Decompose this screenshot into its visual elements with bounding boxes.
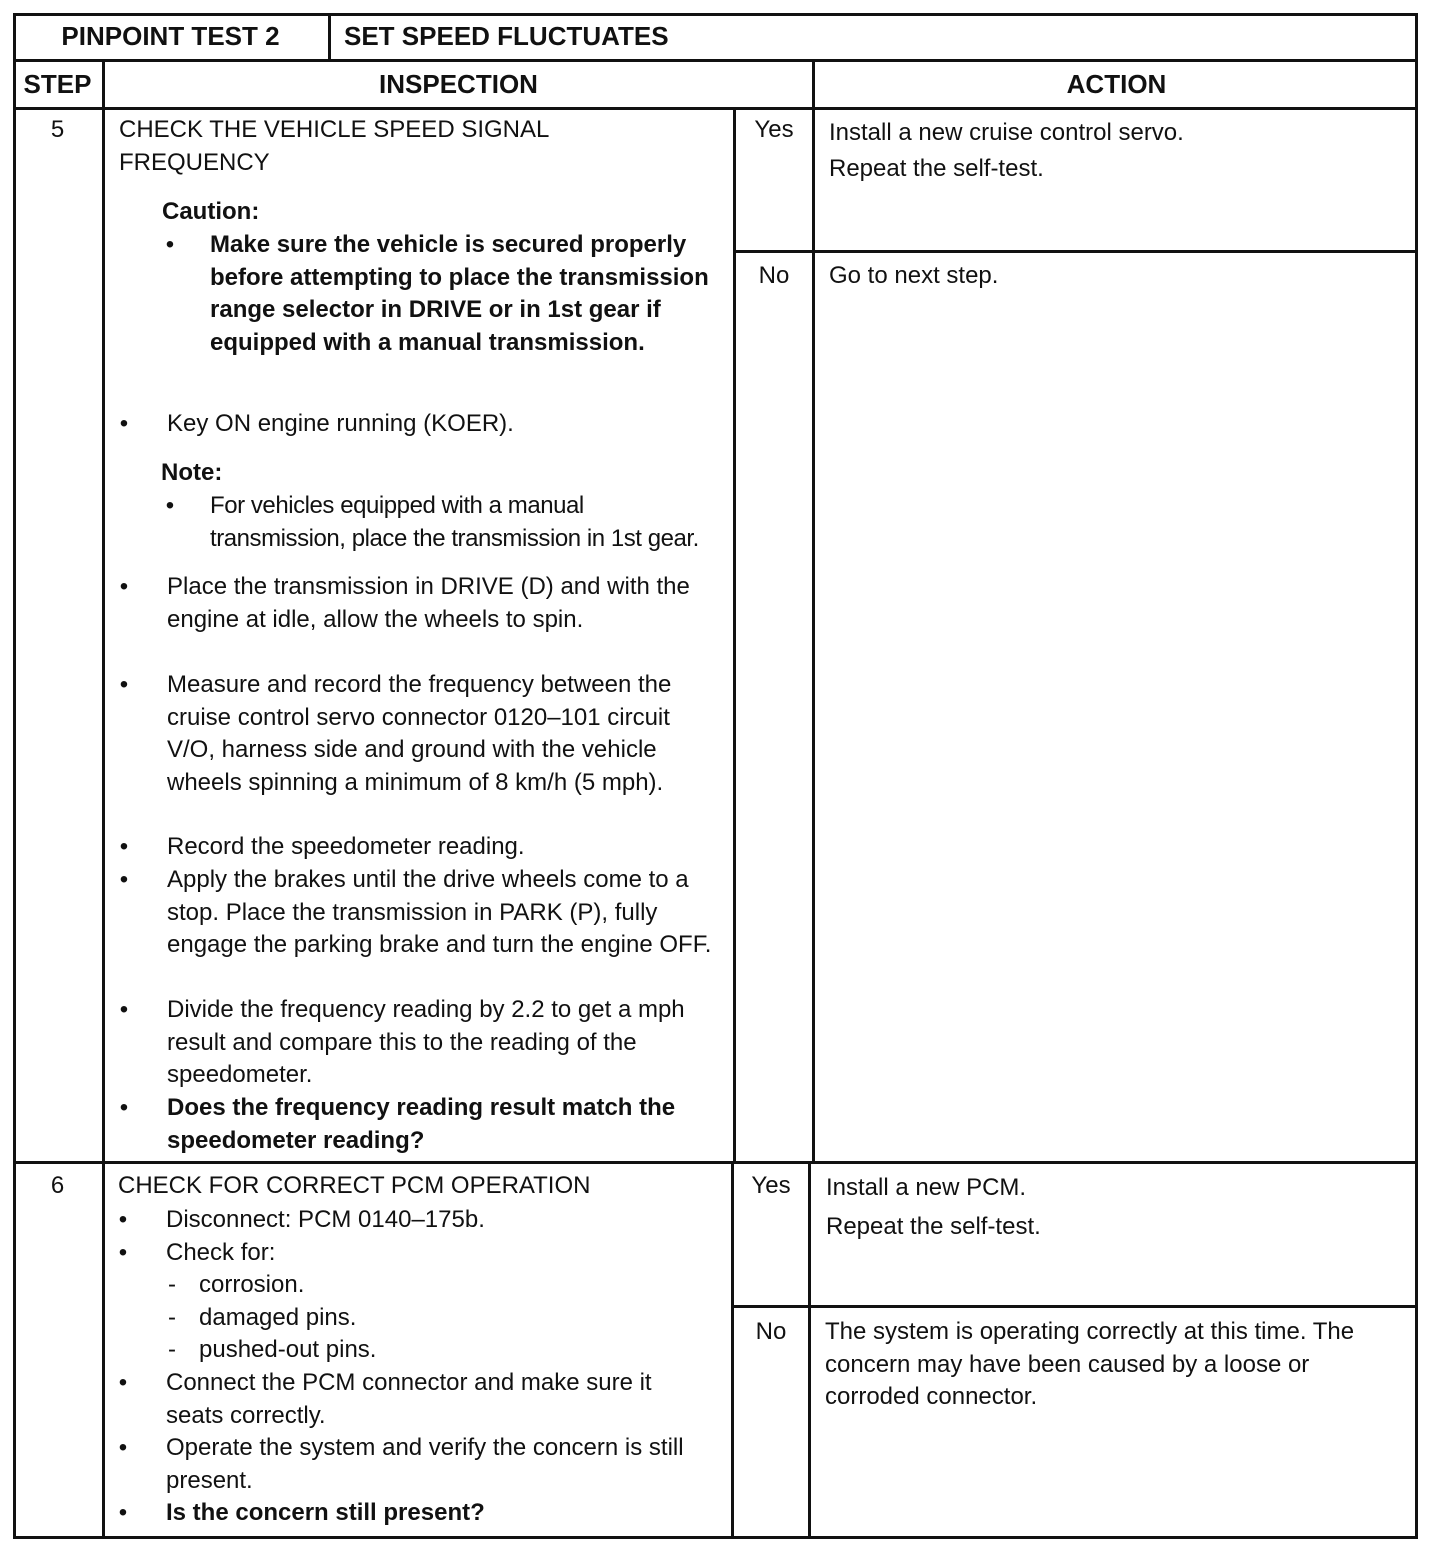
step-divider-rule bbox=[13, 1161, 1418, 1164]
step6-connect: Connect the PCM connector and make sure it seats correctly. bbox=[166, 1369, 652, 1429]
step5-number: 5 bbox=[50, 116, 65, 143]
step5-caution-label: Caution: bbox=[162, 198, 260, 225]
bullet-icon bbox=[114, 669, 134, 702]
column-header-rule bbox=[13, 107, 1418, 110]
step6-operate: Operate the system and verify the concern is still present. bbox=[166, 1434, 684, 1494]
step5-no-action: Go to next step. bbox=[829, 262, 999, 289]
bullet-icon bbox=[114, 994, 134, 1027]
step6-check-2: damaged pins. bbox=[199, 1304, 357, 1331]
step5-key-on: Key ON engine running (KOER). bbox=[167, 410, 514, 437]
step6-number: 6 bbox=[50, 1172, 65, 1199]
bullet-icon bbox=[113, 1497, 133, 1530]
step5-caution-text: Make sure the vehicle is secured properly before attempting to place the transmission range selector in DRIVE or in 1st gear if equipped with a manual transmission. bbox=[210, 231, 709, 356]
step6-check-for: Check for: bbox=[166, 1239, 276, 1266]
step5-yes-label: Yes bbox=[754, 116, 794, 143]
step5-yes-action-2: Repeat the self-test. bbox=[829, 155, 1044, 182]
action-column-divider-2 bbox=[808, 1161, 811, 1537]
dash-icon bbox=[168, 1269, 176, 1302]
bullet-icon bbox=[113, 1367, 133, 1400]
step5-bullet-1: Place the transmission in DRIVE (D) and with the engine at idle, allow the wheels to spin. bbox=[167, 573, 690, 633]
column-header-inspection: INSPECTION bbox=[379, 69, 538, 99]
step6-check-1: corrosion. bbox=[199, 1271, 305, 1298]
title-divider bbox=[328, 13, 331, 61]
test-id: PINPOINT TEST 2 bbox=[61, 21, 280, 51]
bullet-icon bbox=[114, 831, 134, 864]
step6-yes-action-2: Repeat the self-test. bbox=[826, 1213, 1041, 1240]
bullet-icon bbox=[114, 571, 134, 604]
header-rule bbox=[13, 59, 1418, 62]
step6-question: Is the concern still present? bbox=[166, 1499, 485, 1526]
column-header-action: ACTION bbox=[1066, 69, 1167, 99]
step6-disconnect: Disconnect: PCM 0140–175b. bbox=[166, 1206, 485, 1233]
step6-no-action: The system is operating correctly at this time. The concern may have been caused by a loose or corroded connector. bbox=[825, 1318, 1355, 1410]
bullet-icon bbox=[114, 1092, 134, 1125]
step6-no-label: No bbox=[755, 1318, 787, 1345]
bullet-icon bbox=[113, 1237, 133, 1270]
step5-note-text: For vehicles equipped with a manual transmission, place the transmission in 1st gear. bbox=[210, 492, 699, 552]
test-name: SET SPEED FLUCTUATES bbox=[344, 21, 669, 51]
dash-icon bbox=[168, 1334, 176, 1367]
step5-bullet-4: Apply the brakes until the drive wheels come to a stop. Place the transmission in PARK (P), fully engage the parking brake and turn the engine OFF. bbox=[167, 866, 712, 958]
dash-icon bbox=[168, 1302, 176, 1335]
step5-yes-action-1: Install a new cruise control servo. bbox=[829, 119, 1184, 146]
step6-title: CHECK FOR CORRECT PCM OPERATION bbox=[118, 1172, 591, 1199]
step5-title: CHECK THE VEHICLE SPEED SIGNAL FREQUENCY bbox=[119, 116, 549, 176]
step5-no-label: No bbox=[758, 262, 790, 289]
bullet-icon bbox=[114, 864, 134, 897]
step6-check-3: pushed-out pins. bbox=[199, 1336, 377, 1363]
step5-question: Does the frequency reading result match the speedometer reading? bbox=[167, 1094, 676, 1154]
bullet-icon bbox=[160, 490, 180, 523]
step6-yes-action-1: Install a new PCM. bbox=[826, 1174, 1027, 1201]
column-header-step: STEP bbox=[23, 69, 92, 99]
step6-yes-label: Yes bbox=[751, 1172, 791, 1199]
step6-yes-no-rule bbox=[731, 1305, 1418, 1308]
action-column-divider bbox=[812, 59, 815, 1161]
bullet-icon bbox=[113, 1432, 133, 1465]
bullet-icon bbox=[114, 408, 134, 441]
step5-bullet-3: Record the speedometer reading. bbox=[167, 833, 525, 860]
step5-bullet-5: Divide the frequency reading by 2.2 to get a mph result and compare this to the reading of the speedometer. bbox=[167, 996, 685, 1088]
yes-no-column-divider-2 bbox=[731, 1161, 734, 1537]
step-column-divider bbox=[102, 59, 105, 1537]
bullet-icon bbox=[160, 229, 180, 262]
step5-note-label: Note: bbox=[161, 459, 223, 486]
step5-bullet-2: Measure and record the frequency between the cruise control servo connector 0120–101 circuit V/O, harness side and ground with the vehicle wheels spinning a minimum of 8 km/h (5 mph). bbox=[167, 671, 672, 796]
bullet-icon bbox=[113, 1204, 133, 1237]
step5-yes-no-rule bbox=[733, 250, 1418, 253]
